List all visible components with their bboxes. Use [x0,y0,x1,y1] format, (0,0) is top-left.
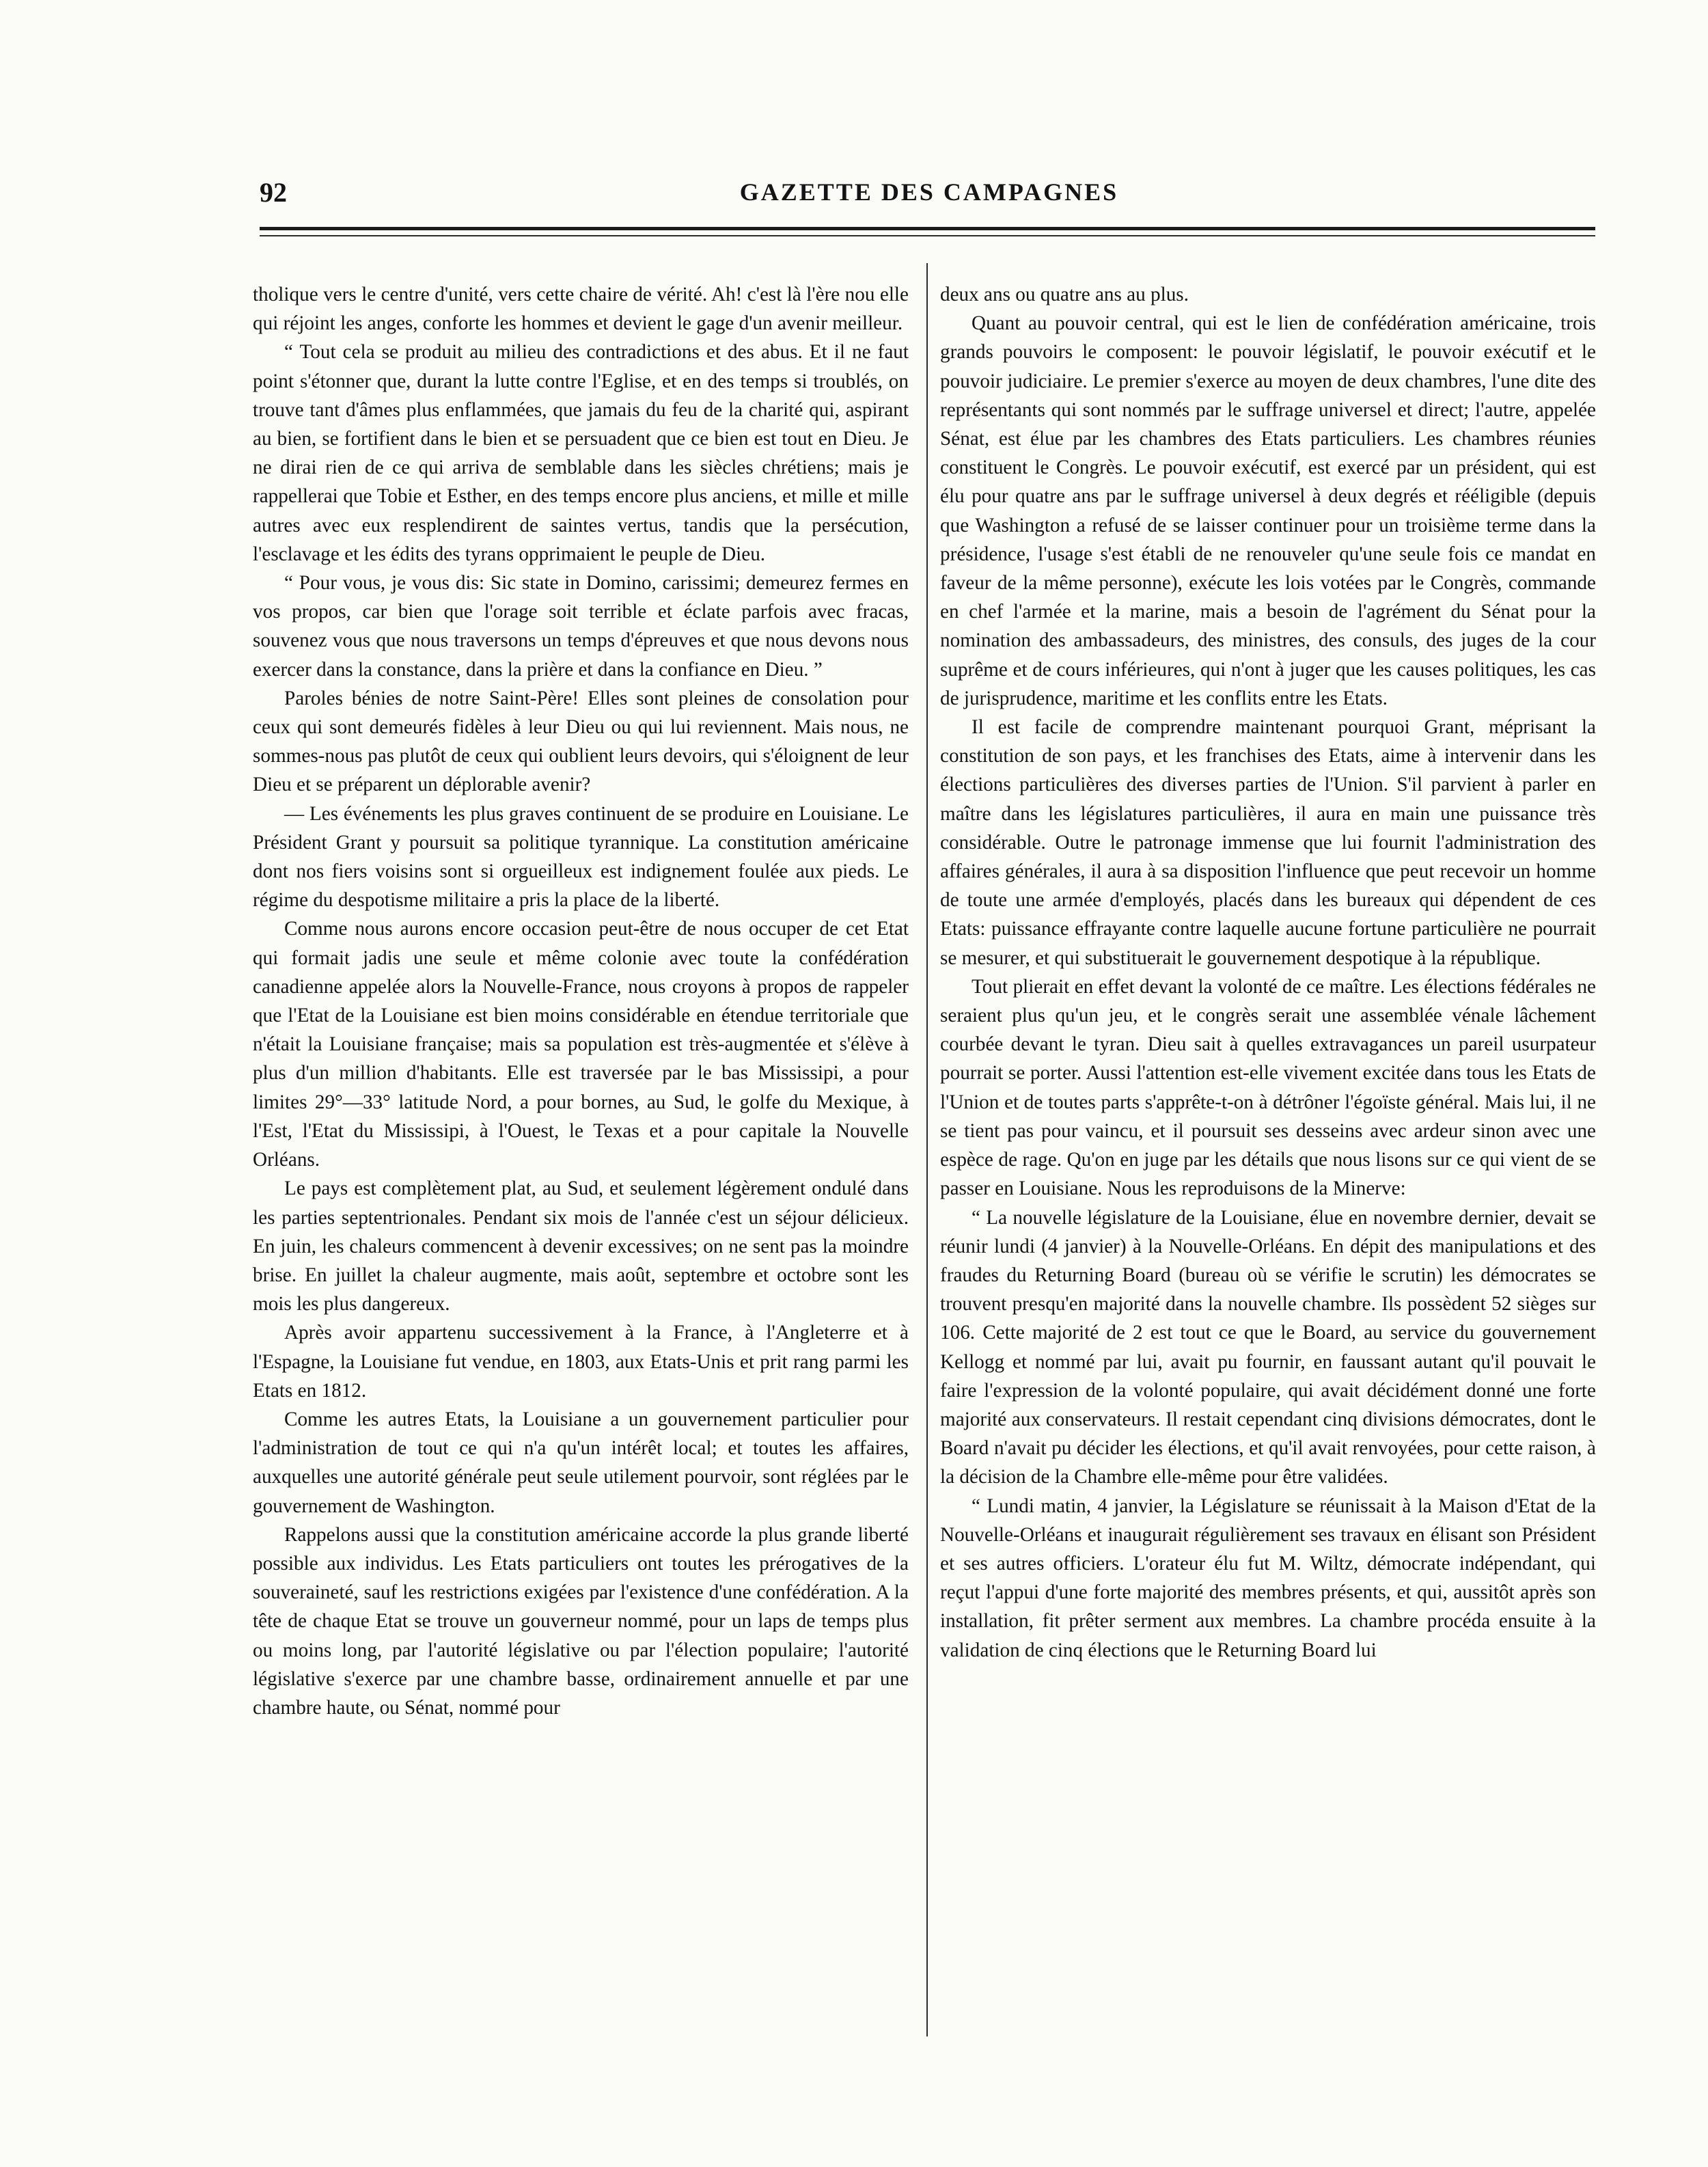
header-rule-thick [260,227,1595,230]
page-number: 92 [260,177,287,208]
paragraph: — Les événements les plus graves continuent de se produire en Louisiane. Le Président Grant y poursuit sa politique tyrannique. La constitution américaine dont nos fiers voisins sont si orgueilleux est indignement foulée aux pieds. Le régime du despotisme militaire a pris la place de la liberté. [253,802,909,912]
paragraph: Paroles bénies de notre Saint-Père! Elles sont pleines de consolation pour ceux qui sont demeurés fidèles à leur Dieu ou qui lui reviennent. Mais nous, ne sommes-nous pas plutôt de ceux qui oublient leurs devoirs, qui s'éloignent de leur Dieu et se préparent un déplorable avenir? [253,687,909,796]
left-column [253,280,909,1722]
paragraph: Rappelons aussi que la constitution américaine accorde la plus grande liberté possible aux individus. Les Etats particuliers ont toutes les prérogatives de la souveraineté, sauf les restrictions exigées par l'existence d'une confédération. A la tête de chaque Etat se trouve un gouverneur nommé, pour un laps de temps plus ou moins long, par l'autorité législative ou par l'élection populaire; l'autorité législative s'exerce par une chambre basse, ordinairement annuelle et par une chambre haute, ou Sénat, nommé pour [253,1523,909,1719]
header-rule-thin [260,235,1595,236]
right-column [940,280,1596,1665]
paragraph: Il est facile de comprendre maintenant pourquoi Grant, méprisant la constitution de son pays, et les franchises des Etats, aime à intervenir dans les élections particulières des diverses parties de l'Union. S'il parvient à parler en maître dans les législatures particulières, il aura en main une puissance très considérable. Outre le patronage immense que lui fournit l'administration des affaires générales, il aura à sa disposition l'influence que peut recevoir un homme de toute une armée d'employés, placés dans les bureaux qui dépendent de ces Etats: puissance effrayante contre laquelle aucune fortune particulière ne pourrait se mesurer, et qui substituerait le gouvernement despotique à la république. [940,716,1596,969]
column-divider [926,263,928,2036]
paragraph: Tout plierait en effet devant la volonté de ce maître. Les élections fédérales ne seraient plus qu'un jeu, et le congrès serait une assemblée vénale lâchement courbée devant le tyran. Dieu sait à quelles extravagances un pareil usurpateur pourrait se porter. Aussi l'attention est-elle vivement excitée dans tous les Etats de l'Union et de toutes parts s'apprête-t-on à détrôner l'égoïste général. Mais lui, il ne se tient pas pour vaincu, et il poursuit ses desseins avec ardeur sinon avec une espèce de rage. Qu'on en juge par les détails que nous lisons sur ce qui vient de se passer en Louisiane. Nous les reproduisons de la Minerve: [940,975,1596,1200]
paragraph: Comme les autres Etats, la Louisiane a un gouvernement particulier pour l'administration de tout ce qui n'a qu'un intérêt local; et toutes les affaires, auxquelles une autorité générale peut seule utilement pourvoir, sont réglées par le gouvernement de Washington. [253,1408,909,1517]
paragraph: Quant au pouvoir central, qui est le lien de confédération américaine, trois grands pouvoirs le composent: le pouvoir législatif, le pouvoir exécutif et le pouvoir judiciaire. Le premier s'exerce au moyen de deux chambres, l'une dite des représentants qui sont nommés par le suffrage universel et direct; l'autre, appelée Sénat, est élue par les chambres des Etats particuliers. Les chambres réunies constituent le Congrès. Le pouvoir exécutif, est exercé par un président, qui est élu pour quatre ans par le suffrage universel à deux degrés et rééligible (depuis que Washington a refusé de se laisser continuer pour un troisième terme dans la présidence, l'usage s'est établi de ne renouveler qu'une seule fois ce mandat en faveur de la même personne), exécute les lois votées par le Congrès, commande en chef l'armée et la marine, mais a besoin de l'agrément du Sénat pour la nomination des ambassadeurs, des ministres, des consuls, des juges de la cour suprême et de cours inférieures, qui n'ont à juger que les causes politiques, les cas de jurisprudence, maritime et les conflits entre les Etats. [940,312,1596,709]
paragraph: “ Lundi matin, 4 janvier, la Législature se réunissait à la Maison d'Etat de la Nouvelle-Orléans et inaugurait régulièrement ses travaux en élisant son Président et ses autres officiers. L'orateur élu fut M. Wiltz, démocrate indépendant, qui reçut l'appui d'une forte majorité des membres présents, et qui, aussitôt après son installation, fit prêter serment aux membres. La chambre procéda ensuite à la validation de cinq élections que le Returning Board lui [940,1495,1596,1661]
paragraph: “ Tout cela se produit au milieu des contradictions et des abus. Et il ne faut point s'étonner que, durant la lutte contre l'Eglise, et en des temps si troublés, on trouve tant d'âmes plus enflammées, que jamais du feu de la charité qui, aspirant au bien, se fortifient dans le bien et se persuadent que ce bien est tout en Dieu. Je ne dirai rien de ce qui arriva de semblable dans les siècles chrétiens; mais je rappellerai que Tobie et Esther, en des temps encore plus anciens, et mille et mille autres avec eux resplendirent de saintes vertus, tandis que la persécution, l'esclavage et les édits des tyrans opprimaient le peuple de Dieu. [253,341,909,565]
paragraph: tholique vers le centre d'unité, vers cette chaire de vérité. Ah! c'est là l'ère nou elle qui réjoint les anges, conforte les hommes et devient le gage d'un avenir meilleur. [253,284,909,335]
paragraph: deux ans ou quatre ans au plus. [940,284,1189,305]
paragraph: Après avoir appartenu successivement à la France, à l'Angleterre et à l'Espagne, la Louisiane fut vendue, en 1803, aux Etats-Unis et prit rang parmi les Etats en 1812. [253,1322,909,1402]
running-head-title: GAZETTE DES CAMPAGNES [739,178,1119,206]
paragraph: “ Pour vous, je vous dis: Sic state in Domino, carissimi; demeurez fermes en vos propos, car bien que l'orage soit terrible et éclate parfois avec fracas, souvenez vous que nous traversons un temps d'épreuves et que nous devons nous exercer dans la constance, dans la prière et dans la confiance en Dieu. ” [253,572,909,681]
paragraph: “ La nouvelle législature de la Louisiane, élue en novembre dernier, devait se réunir lundi (4 janvier) à la Nouvelle-Orléans. En dépit des manipulations et des fraudes du Returning Board (bureau où se vérifie le scrutin) les démocrates se trouvent presqu'en majorité dans la nouvelle chambre. Ils possèdent 52 sièges sur 106. Cette majorité de 2 est tout ce que le Board, au service du gouvernement Kellogg et nommé par lui, avait pu fournir, en faussant autant qu'il pouvait le faire l'expression de la volonté populaire, qui avait décidément donné une forte majorité aux conservateurs. Il restait cependant cinq divisions démocrates, dont le Board n'avait pu décider les élections, et qu'il avait renvoyées, pour cette raison, à la décision de la Chambre elle-même pour être validées. [940,1206,1596,1488]
paragraph: Comme nous aurons encore occasion peut-être de nous occuper de cet Etat qui formait jadis une seule et même colonie avec toute la confédération canadienne appelée alors la Nouvelle-France, nous croyons à propos de rappeler que l'Etat de la Louisiane est bien moins considérable en étendue territoriale que n'était la Louisiane française; mais sa population est très-augmentée et s'élève à plus d'un million d'habitants. Elle est traversée par le bas Mississipi, a pour limites 29°—33° latitude Nord, a pour bornes, au Sud, le golfe du Mexique, à l'Est, l'Etat du Mississipi, à l'Ouest, le Texas et a pour capitale la Nouvelle Orléans. [253,918,909,1171]
paragraph: Le pays est complètement plat, au Sud, et seulement légèrement ondulé dans les parties septentrionales. Pendant six mois de l'année c'est un séjour délicieux. En juin, les chaleurs commencent à devenir excessives; on ne sent pas la moindre brise. En juillet la chaleur augmente, mais août, septembre et octobre sont les mois les plus dangereux. [253,1177,909,1316]
